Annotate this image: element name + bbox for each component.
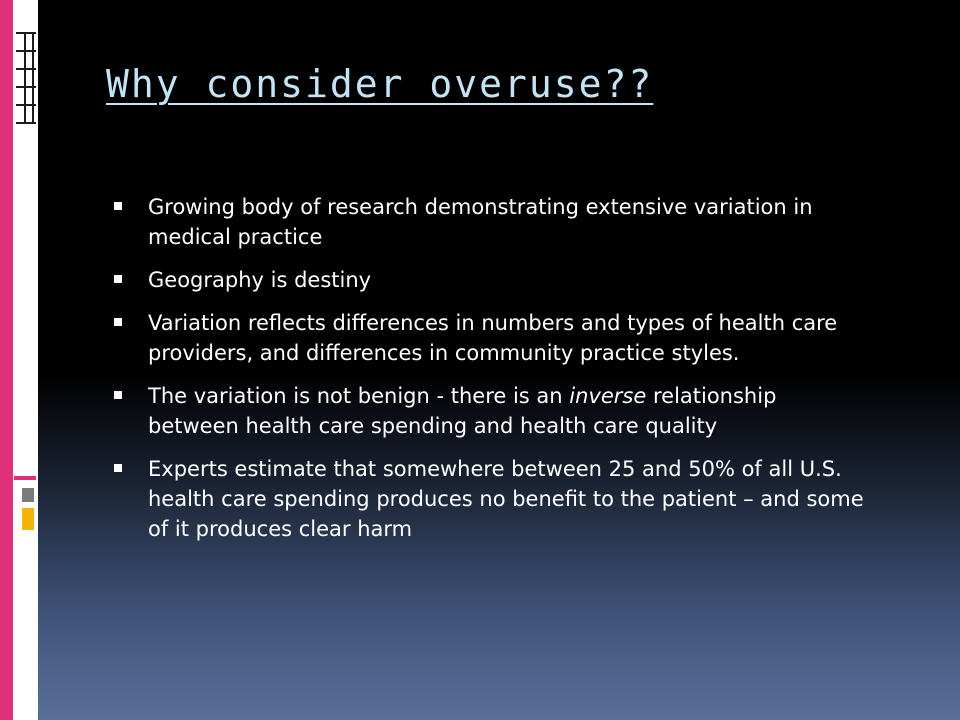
slide-title[interactable]: Why consider overuse?? bbox=[106, 62, 654, 106]
bullet-item bbox=[112, 192, 872, 252]
bullet-text: Experts estimate that somewhere between 25 and 50% of all U.S. health care spending produces no benefit to the patient – and some of it produces clear harm bbox=[148, 457, 864, 541]
window-pattern-icon bbox=[14, 10, 38, 160]
bullet-text: Growing body of research demonstrating extensive variation in medical practice bbox=[148, 195, 813, 249]
square-bullet-icon bbox=[114, 464, 122, 472]
bullet-text-part: relationship between health care spending and health care quality bbox=[148, 384, 777, 438]
bullet-text-emphasis: inverse bbox=[569, 384, 647, 408]
square-bullet-icon bbox=[114, 318, 122, 326]
yellow-accent-square bbox=[22, 508, 34, 530]
bullet-item bbox=[112, 381, 872, 441]
left-decoration-strip bbox=[0, 0, 38, 720]
pink-accent-line bbox=[14, 476, 36, 480]
bullet-item bbox=[112, 308, 872, 368]
square-bullet-icon bbox=[114, 275, 122, 283]
gray-accent-square bbox=[22, 488, 34, 502]
bullet-item bbox=[112, 454, 872, 544]
square-bullet-icon bbox=[114, 391, 122, 399]
bullet-text: Variation reflects differences in numbers and types of health care providers, and differences in community practice styles. bbox=[148, 311, 838, 365]
bullet-text: Geography is destiny bbox=[148, 268, 372, 292]
bullet-item bbox=[112, 265, 872, 295]
pink-vertical-bar bbox=[0, 0, 13, 720]
square-bullet-icon bbox=[114, 202, 122, 210]
bullet-text-part: The variation is not benign - there is an bbox=[148, 384, 570, 408]
bullet-list bbox=[112, 192, 872, 557]
